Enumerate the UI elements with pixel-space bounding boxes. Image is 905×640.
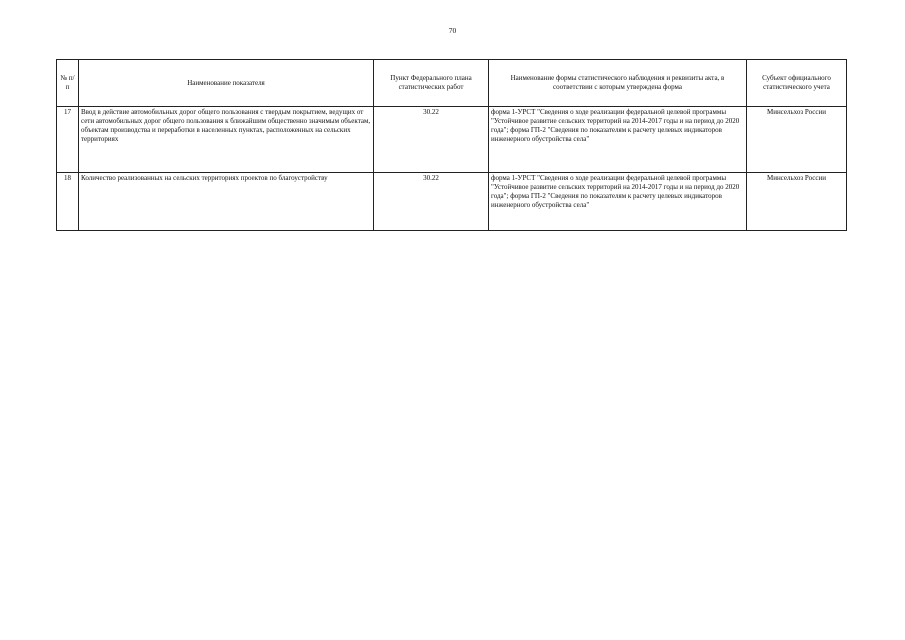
form-description: форма 1-УРСТ "Сведения о ходе реализации федеральной целевой программы "Устойчивое развитие сельских территорий на 2014-2017 годы и на период до 2020 года"; форма ГП-2 "Сведения по показателям к расчету целевых индикаторов инженерного обустройства села" xyxy=(489,107,747,173)
row-number: 18 xyxy=(57,173,79,231)
row-number: 17 xyxy=(57,107,79,173)
plan-item: 30.22 xyxy=(374,107,489,173)
header-form-name: Наименование формы статистического наблюдения и реквизиты акта, в соответствии с которым утверждена форма xyxy=(489,60,747,107)
page-number: 70 xyxy=(448,26,457,35)
table-row xyxy=(57,107,847,173)
subject: Минсельхоз России xyxy=(747,173,847,231)
statistics-table xyxy=(56,59,847,231)
indicator-name: Количество реализованных на сельских территориях проектов по благоустройству xyxy=(79,173,374,231)
table-header-row xyxy=(57,60,847,107)
indicator-name: Ввод в действие автомобильных дорог общего пользования с твердым покрытием, ведущих от сети автомобильных дорог общего пользования к ближайшим общественно значимым объектам, объектам производства и переработки в населенных пунктах, расположенных на сельских территориях xyxy=(79,107,374,173)
table-row xyxy=(57,173,847,231)
form-description: форма 1-УРСТ "Сведения о ходе реализации федеральной целевой программы "Устойчивое развитие сельских территорий на 2014-2017 годы и на период до 2020 года"; форма ГП-2 "Сведения по показателям к расчету целевых индикаторов инженерного обустройства села" xyxy=(489,173,747,231)
plan-item: 30.22 xyxy=(374,173,489,231)
header-indicator-name: Наименование показателя xyxy=(79,60,374,107)
header-plan-item: Пункт Федерального плана статистических работ xyxy=(374,60,489,107)
subject: Минсельхоз России xyxy=(747,107,847,173)
header-number: № п/п xyxy=(57,60,79,107)
header-subject: Субъект официального статистического учета xyxy=(747,60,847,107)
